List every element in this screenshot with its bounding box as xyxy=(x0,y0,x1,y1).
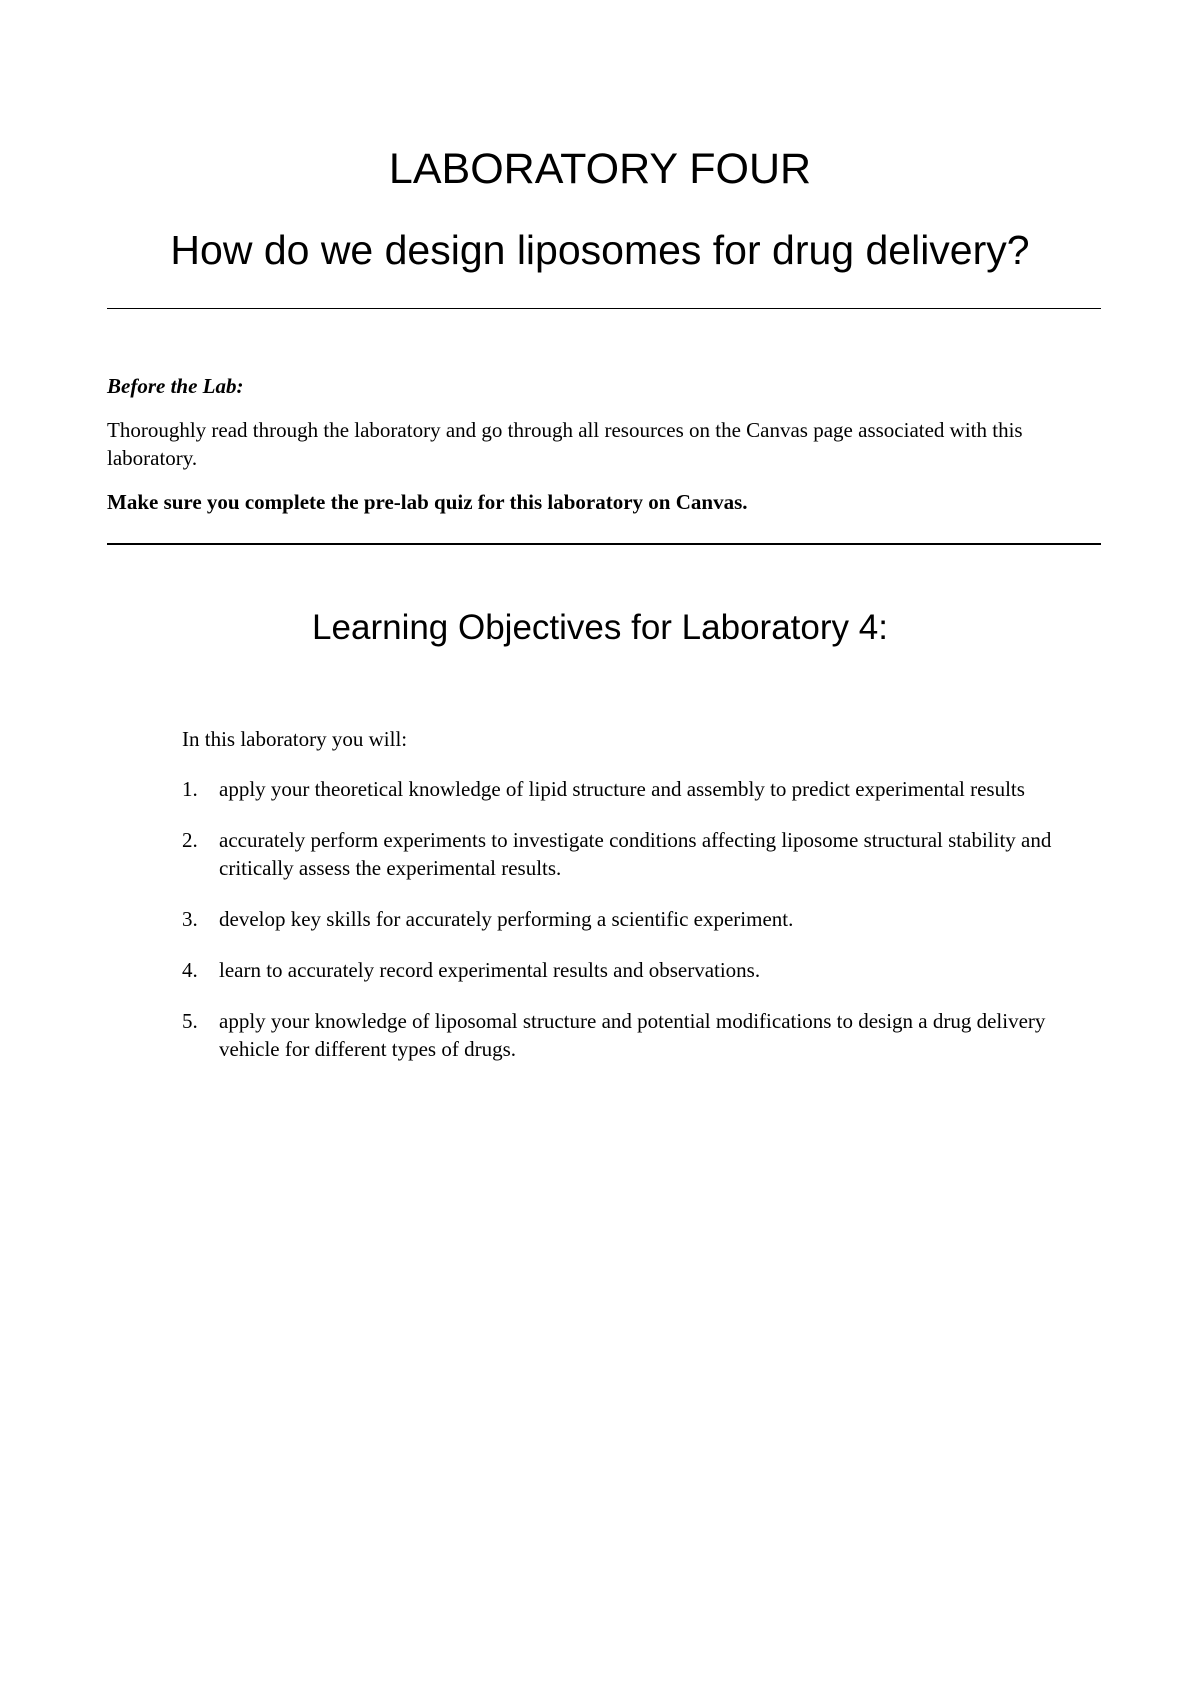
objective-number: 1. xyxy=(182,777,198,801)
objective-item xyxy=(182,826,1102,882)
page-title: LABORATORY FOUR xyxy=(388,145,812,193)
page-subtitle: How do we design liposomes for drug delivery? xyxy=(170,227,1030,273)
objectives-intro: In this laboratory you will: xyxy=(182,727,408,751)
top-divider xyxy=(107,308,1101,309)
before-lab-text: Thoroughly read through the laboratory and go through all resources on the Canvas page associated with this laboratory. xyxy=(107,418,1023,470)
bottom-divider xyxy=(107,543,1101,545)
objective-item xyxy=(182,775,1102,803)
pre-lab-quiz-note: Make sure you complete the pre-lab quiz for this laboratory on Canvas. xyxy=(107,490,748,514)
learning-objectives-heading: Learning Objectives for Laboratory 4: xyxy=(312,608,888,647)
objective-text: develop key skills for accurately performing a scientific experiment. xyxy=(219,907,794,931)
objective-number: 5. xyxy=(182,1009,198,1033)
objective-text: learn to accurately record experimental results and observations. xyxy=(219,958,761,982)
objective-number: 4. xyxy=(182,958,198,982)
objectives-list xyxy=(182,775,1102,1086)
objective-item xyxy=(182,905,1102,933)
objective-number: 3. xyxy=(182,907,198,931)
objective-number: 2. xyxy=(182,828,198,852)
objective-text: apply your knowledge of liposomal structure and potential modifications to design a drug delivery vehicle for different types of drugs. xyxy=(219,1009,1046,1061)
objective-item xyxy=(182,1007,1102,1063)
objective-text: accurately perform experiments to investigate conditions affecting liposome structural stability and critically assess the experimental results. xyxy=(219,828,1052,880)
objective-text: apply your theoretical knowledge of lipid structure and assembly to predict experimental results xyxy=(219,777,1025,801)
before-lab-heading: Before the Lab: xyxy=(107,374,244,398)
objective-item xyxy=(182,956,1102,984)
